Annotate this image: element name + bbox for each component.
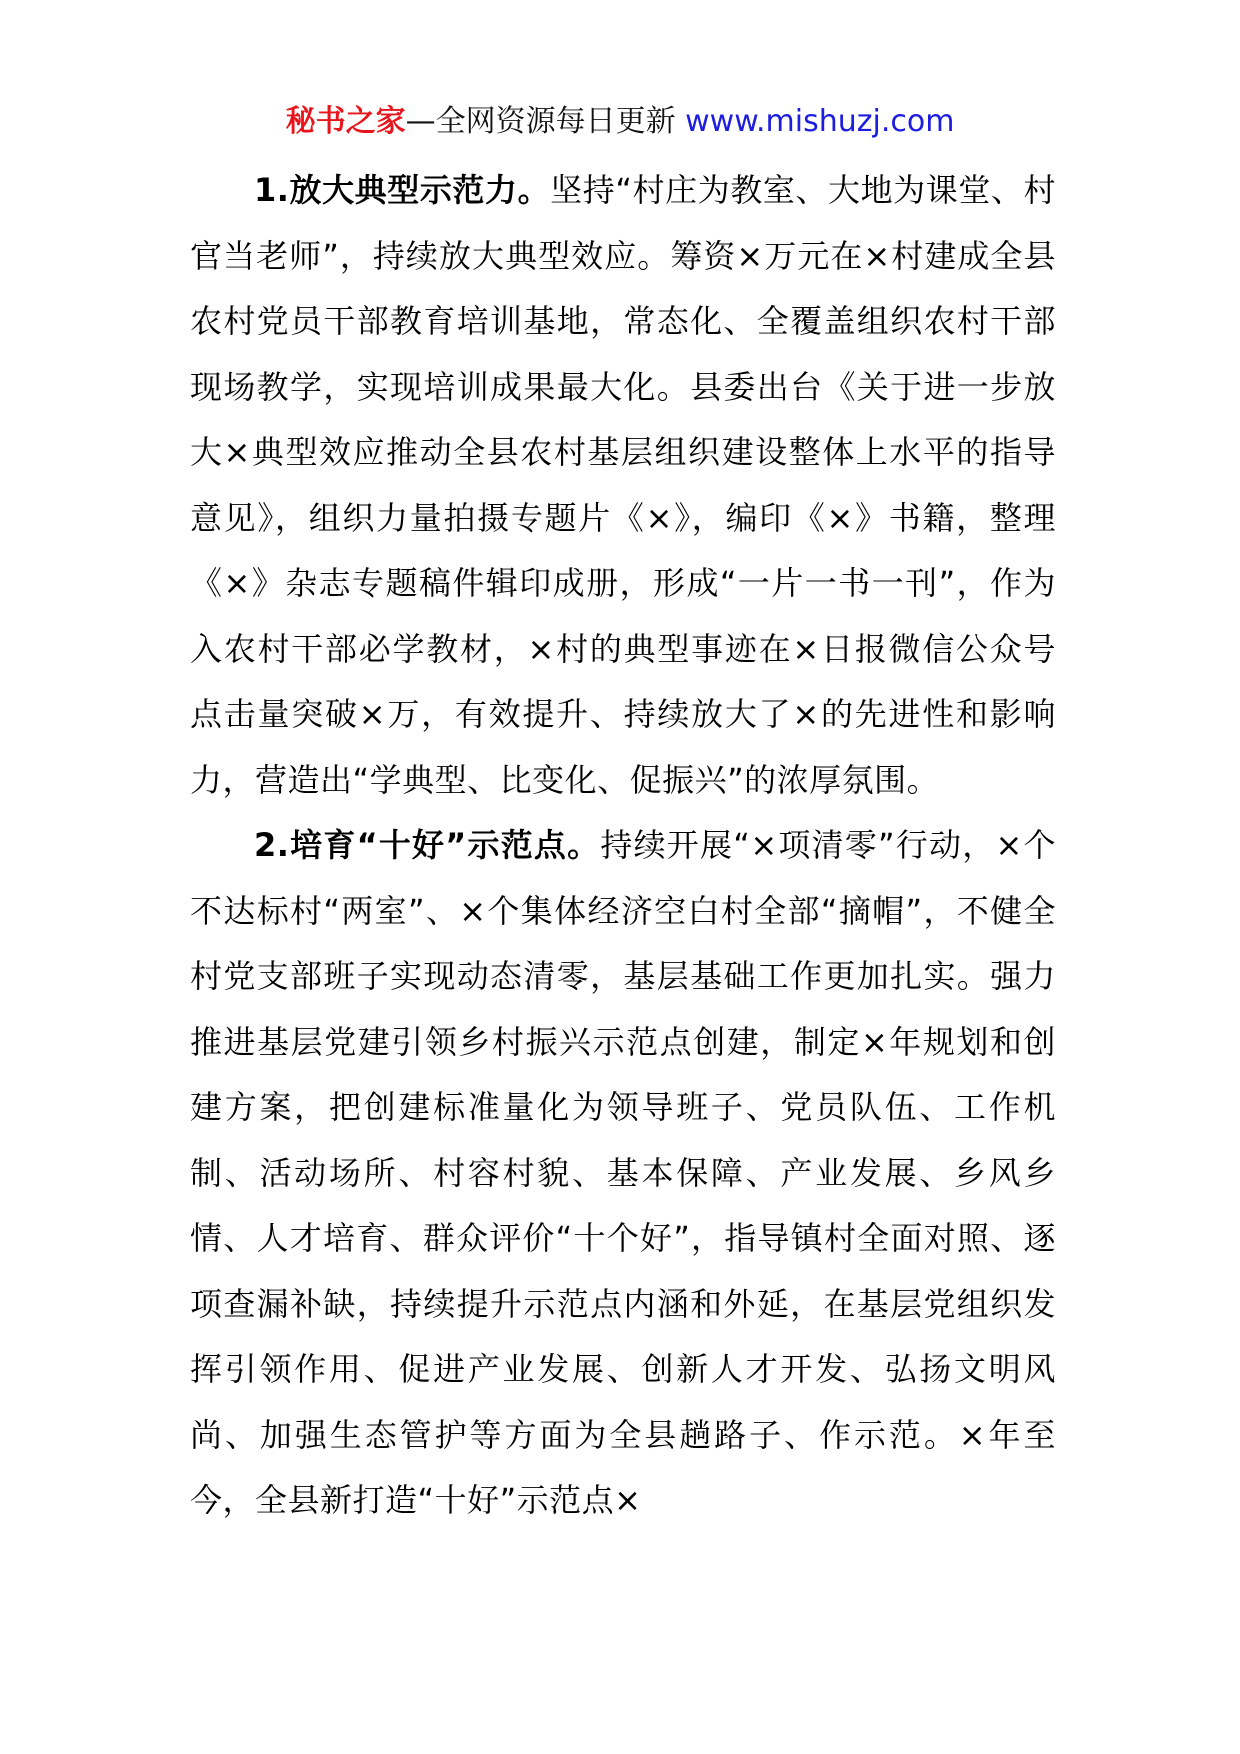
header-tagline: —全网资源每日更新: [405, 104, 676, 139]
watermark-header: [0, 100, 1240, 144]
paragraph-2-heading: 2.培育“十好”示范点。: [254, 826, 601, 864]
paragraph-1: [190, 158, 1056, 813]
brand-name: 秘书之家: [285, 104, 406, 139]
document-body: [190, 158, 1056, 1534]
paragraph-1-heading: 1.放大典型示范力。: [254, 171, 551, 209]
site-url-link[interactable]: www.mishuzj.com: [685, 104, 955, 139]
paragraph-2-text: 持续开展“×项清零”行动，×个不达标村“两室”、×个集体经济空白村全部“摘帽”，不健全村党支部班子实现动态清零，基层基础工作更加扎实。强力推进基层党建引领乡村振兴示范点创建，制定×年规划和创建方案，把创建标准量化为领导班子、党员队伍、工作机制、活动场所、村容村貌、基本保障、产业发展、乡风乡情、人才培育、群众评价“十个好”，指导镇村全面对照、逐项查漏补缺，持续提升示范点内涵和外延，在基层党组织发挥引领作用、促进产业发展、创新人才开发、弘扬文明风尚、加强生态管护等方面为全县趟路子、作示范。×年至今，全县新打造“十好”示范点×: [190, 826, 1056, 1519]
paragraph-2: [190, 813, 1056, 1534]
paragraph-1-text: 坚持“村庄为教室、大地为课堂、村官当老师”，持续放大典型效应。筹资×万元在×村建成全县农村党员干部教育培训基地，常态化、全覆盖组织农村干部现场教学，实现培训成果最大化。县委出台《关于进一步放大×典型效应推动全县农村基层组织建设整体上水平的指导意见》，组织力量拍摄专题片《×》，编印《×》书籍，整理《×》杂志专题稿件辑印成册，形成“一片一书一刊”，作为入农村干部必学教材，×村的典型事迹在×日报微信公众号点击量突破×万，有效提升、持续放大了×的先进性和影响力，营造出“学典型、比变化、促振兴”的浓厚氛围。: [190, 171, 1056, 799]
